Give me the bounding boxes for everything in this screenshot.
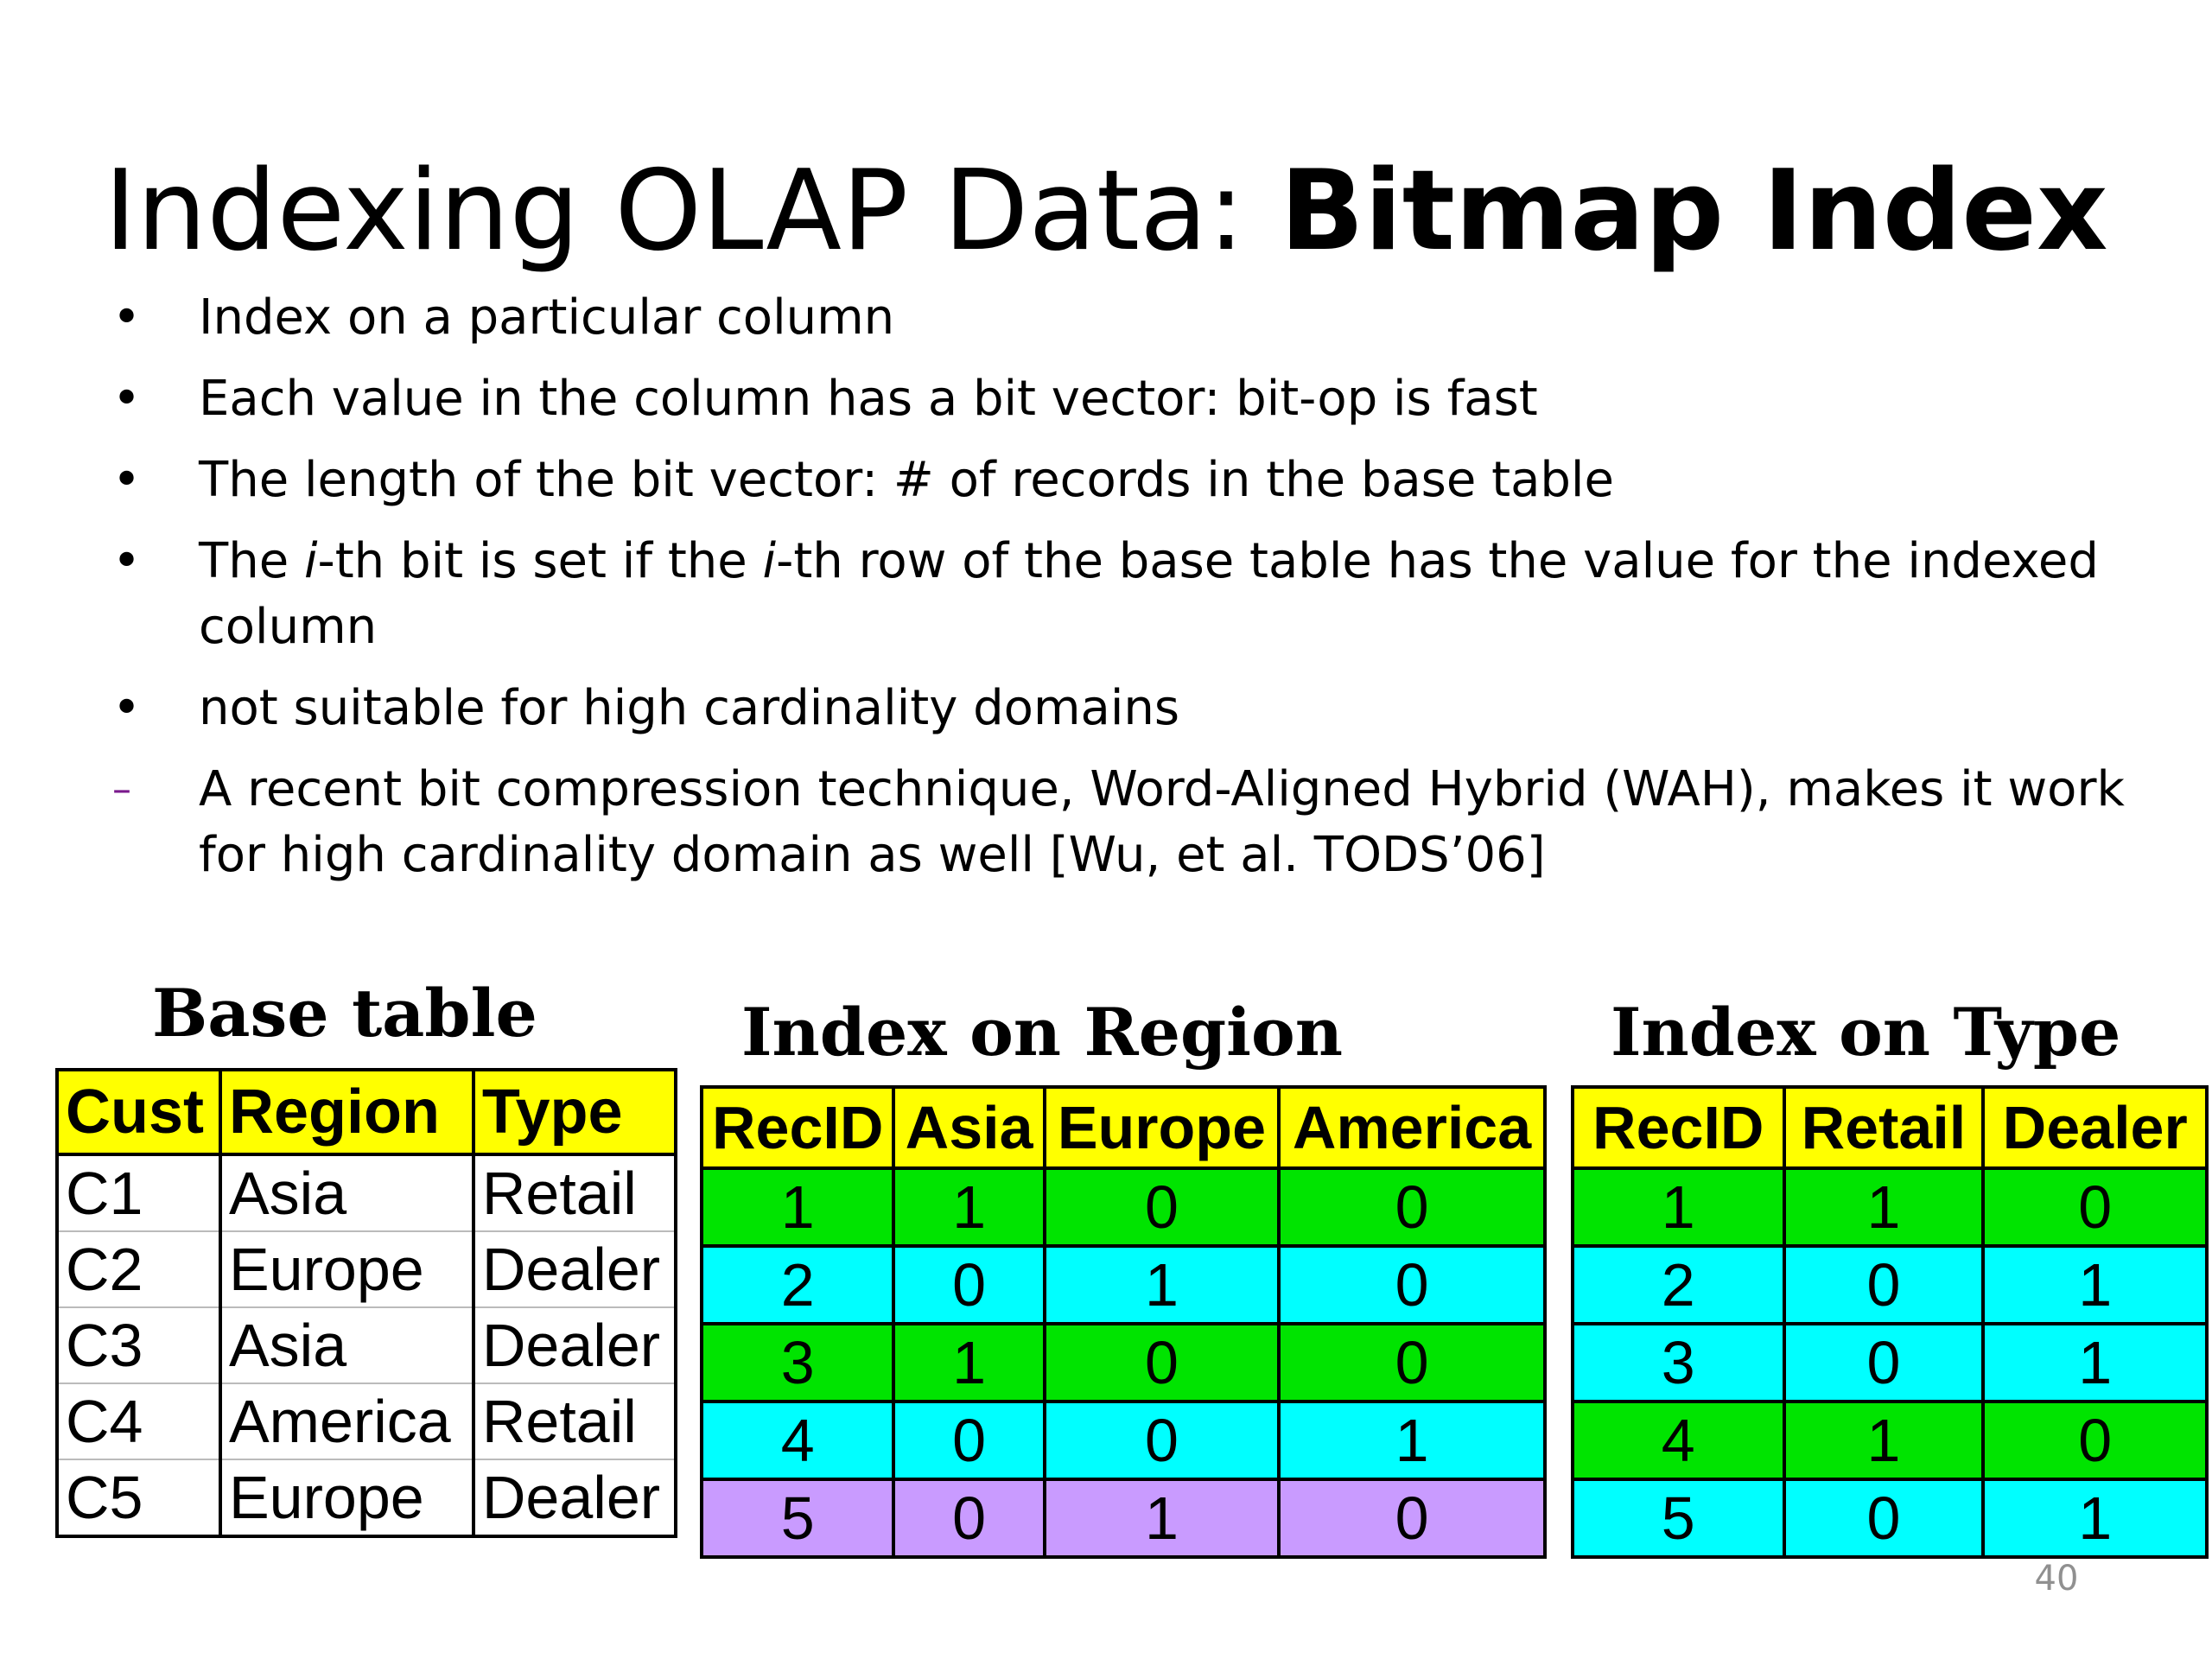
- table-cell: 3: [702, 1324, 893, 1402]
- table-cell: 0: [1983, 1402, 2207, 1479]
- bullet-item: [104, 529, 2126, 660]
- table-cell: C3: [57, 1307, 220, 1383]
- table-cell: 2: [702, 1246, 893, 1324]
- table-cell: 0: [1279, 1246, 1545, 1324]
- type-index-caption: Index on Type: [1611, 994, 2121, 1071]
- bullet-item: [104, 366, 2126, 432]
- table-cell: 1: [1573, 1168, 1784, 1246]
- table-cell: 0: [893, 1479, 1044, 1557]
- table-cell: 5: [1573, 1479, 1784, 1557]
- column-header: RecID: [702, 1087, 893, 1168]
- column-header: Cust: [57, 1070, 220, 1154]
- table-cell: 0: [1784, 1246, 1984, 1324]
- bullet-marker: •: [112, 452, 142, 508]
- table-row: [57, 1231, 676, 1307]
- bullet-text: Index on a particular column: [199, 289, 895, 346]
- bullet-marker: •: [112, 680, 142, 736]
- title-regular: Indexing OLAP Data:: [104, 147, 1281, 276]
- table-row: [1573, 1246, 2207, 1324]
- table-row: [1573, 1324, 2207, 1402]
- bullet-item: [104, 285, 2126, 351]
- table-cell: 5: [702, 1479, 893, 1557]
- table-row: [1573, 1402, 2207, 1479]
- column-header: America: [1279, 1087, 1545, 1168]
- table-cell: 0: [1983, 1168, 2207, 1246]
- column-header: Dealer: [1983, 1087, 2207, 1168]
- table-cell: 0: [1279, 1479, 1545, 1557]
- table-cell: Europe: [220, 1231, 474, 1307]
- column-header: Type: [474, 1070, 676, 1154]
- table-cell: 1: [1983, 1324, 2207, 1402]
- bullet-text: The length of the bit vector: # of records in the base table: [199, 452, 1614, 508]
- table-cell: America: [220, 1383, 474, 1459]
- title-bold: Bitmap Index: [1280, 147, 2108, 276]
- table-cell: 4: [702, 1402, 893, 1479]
- table-row: [702, 1402, 1545, 1479]
- table-cell: Asia: [220, 1154, 474, 1231]
- table-cell: 0: [893, 1246, 1044, 1324]
- table-cell: 1: [1045, 1246, 1279, 1324]
- table-row: [702, 1324, 1545, 1402]
- table-cell: C4: [57, 1383, 220, 1459]
- bullet-marker: •: [112, 533, 142, 589]
- region-index-caption: Index on Region: [741, 994, 1343, 1071]
- table-cell: C5: [57, 1459, 220, 1536]
- table-cell: Dealer: [474, 1459, 676, 1536]
- table-row: [57, 1154, 676, 1231]
- bullet-text-italic: i: [762, 533, 777, 589]
- table-row: [1573, 1479, 2207, 1557]
- table-cell: C2: [57, 1231, 220, 1307]
- bullet-item: [104, 676, 2126, 741]
- bullet-list: [104, 285, 2126, 904]
- bullet-text-italic: i: [303, 533, 318, 589]
- bullet-text-part: -th bit is set if the: [317, 533, 763, 589]
- table-cell: 0: [1045, 1168, 1279, 1246]
- base-table-caption: Base table: [152, 975, 537, 1052]
- table-cell: Retail: [474, 1383, 676, 1459]
- table-cell: 2: [1573, 1246, 1784, 1324]
- table-cell: Asia: [220, 1307, 474, 1383]
- sub-bullet-item: [104, 757, 2126, 888]
- table-cell: 0: [1279, 1168, 1545, 1246]
- table-row: [57, 1307, 676, 1383]
- region-index-table: [700, 1085, 1547, 1559]
- table-cell: 0: [1784, 1479, 1984, 1557]
- table-cell: 4: [1573, 1402, 1784, 1479]
- table-cell: 0: [1279, 1324, 1545, 1402]
- table-cell: 0: [1045, 1402, 1279, 1479]
- table-row: [57, 1459, 676, 1536]
- table-cell: 0: [893, 1402, 1044, 1479]
- table-cell: 3: [1573, 1324, 1784, 1402]
- table-cell: Europe: [220, 1459, 474, 1536]
- table-cell: 1: [893, 1168, 1044, 1246]
- table-cell: 1: [1784, 1168, 1984, 1246]
- table-row: [702, 1246, 1545, 1324]
- table-row: [57, 1383, 676, 1459]
- table-row: [1573, 1168, 2207, 1246]
- bullet-text: A recent bit compression technique, Word-Aligned Hybrid (WAH), makes it work for high cardinality domain as well [Wu, et al. TODS’06]: [199, 761, 2125, 883]
- bullet-text-part: -th row of the base table has the value for the indexed column: [199, 533, 2099, 655]
- table-cell: 0: [1784, 1324, 1984, 1402]
- table-cell: 1: [893, 1324, 1044, 1402]
- table-cell: 1: [1983, 1479, 2207, 1557]
- table-header-row: [702, 1087, 1545, 1168]
- table-cell: Dealer: [474, 1231, 676, 1307]
- bullet-item: [104, 448, 2126, 513]
- bullet-text-part: The: [199, 533, 304, 589]
- table-cell: 1: [1279, 1402, 1545, 1479]
- page-number: 40: [2034, 1559, 2079, 1599]
- table-cell: 1: [1983, 1246, 2207, 1324]
- table-header-row: [1573, 1087, 2207, 1168]
- table-row: [702, 1168, 1545, 1246]
- column-header: Retail: [1784, 1087, 1984, 1168]
- table-cell: 0: [1045, 1324, 1279, 1402]
- bullet-marker: •: [112, 289, 142, 346]
- bullet-text: [199, 533, 2099, 655]
- table-cell: 1: [1784, 1402, 1984, 1479]
- table-cell: 1: [1045, 1479, 1279, 1557]
- bullet-marker: •: [112, 371, 142, 427]
- table-cell: C1: [57, 1154, 220, 1231]
- bullet-text: Each value in the column has a bit vector: bit-op is fast: [199, 371, 1538, 427]
- bullet-text: not suitable for high cardinality domains: [199, 680, 1180, 736]
- table-header-row: [57, 1070, 676, 1154]
- dash-marker: –: [112, 767, 131, 811]
- slide-title: [0, 147, 2212, 276]
- column-header: Region: [220, 1070, 474, 1154]
- type-index-table: [1571, 1085, 2209, 1559]
- base-table: [55, 1068, 677, 1538]
- column-header: Asia: [893, 1087, 1044, 1168]
- table-cell: 1: [702, 1168, 893, 1246]
- table-cell: Retail: [474, 1154, 676, 1231]
- table-cell: Dealer: [474, 1307, 676, 1383]
- column-header: Europe: [1045, 1087, 1279, 1168]
- table-row: [702, 1479, 1545, 1557]
- column-header: RecID: [1573, 1087, 1784, 1168]
